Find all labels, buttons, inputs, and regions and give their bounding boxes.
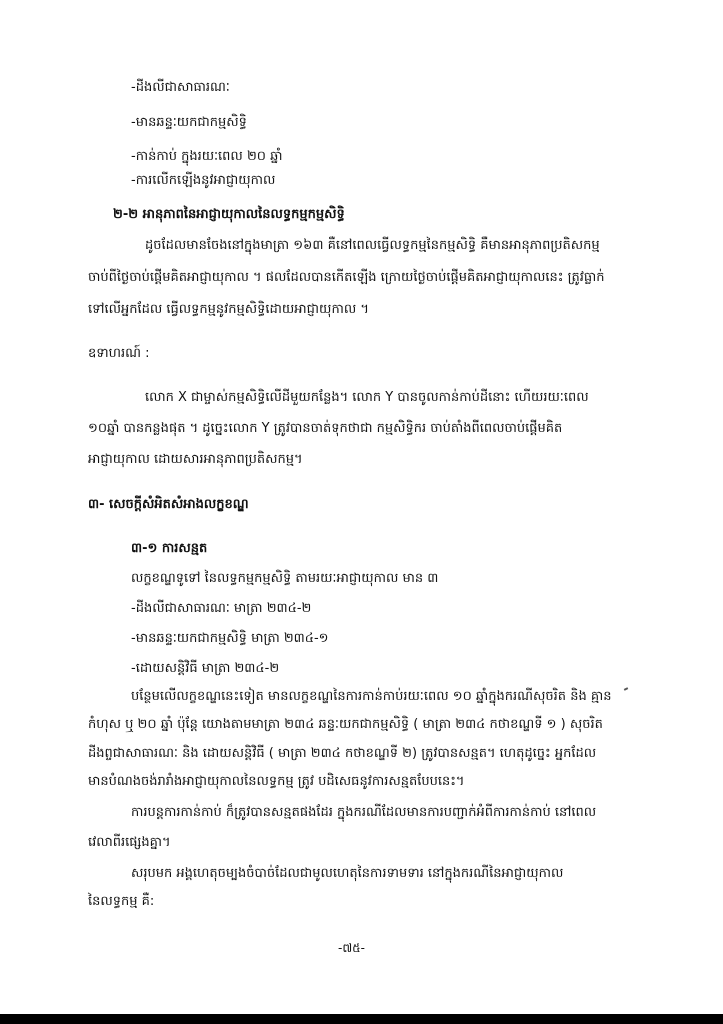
list-item: -ដីងលីជាសាធារណៈ មាត្រា ២៣៤-២ — [131, 601, 312, 616]
paragraph-line: ដីងព្ចជាសាធារណៈ និង ដោយសន្តិវិធី ( មាត្រា ២៣៤ កថាខណ្ឌទី ២) ត្រូវបានសន្មត។ ហេតុដូច្នេះ អ្នកដែល — [88, 746, 597, 761]
paragraph-line: នៃលទ្ធកម្ម គឺ: — [88, 894, 155, 909]
paragraph-line: បន្ថែមលើលក្ខខណ្ឌនេះទៀត មានលក្ខខណ្ឌនៃការកាន់កាប់រយៈពេល ១០ ឆ្នាំក្នុងករណីសុចរិត និង គ្មាន — [131, 689, 612, 704]
page-number: -៧៥- — [338, 941, 365, 955]
paragraph-line: វេលាពីរផ្សេងគ្នា។ — [88, 835, 171, 850]
list-item: -ដោយសន្តិវិធី មាត្រា ២៣៤-២ — [131, 661, 280, 676]
list-item: -ការលើកឡើងនូវអាជ្ញាយុកាល — [131, 173, 276, 188]
paragraph-line: អាជ្ញាយុកាល ដោយសារអានុភាពប្រតិសកម្ម។ — [88, 452, 303, 467]
list-item: -កាន់កាប់ ក្នុងរយៈពេល ២០ ឆ្នាំ — [131, 149, 283, 164]
paragraph-line: ទៅលើអ្នកដែល ធ្វើលទ្ធកម្មនូវកម្មសិទ្ធិដោយអាជ្ញាយុកាល ។ — [88, 302, 369, 317]
paragraph-line: មានបំណងចង់រារាំងអាជ្ញាយុកាលនៃលទ្ធកម្ម ត្រូវ បដិសេធនូវការសន្មតបែបនេះ។ — [88, 774, 465, 789]
list-item: -ដីងលីជាសាធារណៈ — [131, 80, 230, 95]
scan-speck — [624, 687, 628, 691]
list-item: -មានឆន្ទៈយកជាកម្មសិទ្ធិ មាត្រា ២៣៤-១ — [131, 631, 329, 646]
example-label: ឧទាហរណ៍ : — [88, 346, 150, 361]
paragraph-line: កំហុស ឬ ២០ ឆ្នាំ ប៉ុន្តែ យោងតាមមាត្រា ២៣៤ ឆន្ទៈយកជាកម្មសិទ្ធិ ( មាត្រា ២៣៤ កថាខណ្ឌទី ១ ) សុចរិត — [88, 717, 603, 732]
paragraph-line: លក្ខខណ្ឌទូទៅ នៃលទ្ធកម្មកម្មសិទ្ធិ តាមរយៈអាជ្ញាយុកាល មាន ៣ — [131, 571, 439, 586]
scan-bottom-edge — [0, 1014, 723, 1024]
paragraph-line: ១០ឆ្នាំ បានកន្លងផុត ។ ដូច្នេះលោក Y ត្រូវបានចាត់ទុកថាជា កម្មសិទ្ធិករ ចាប់តាំងពីពេលចាប់ផ្តើមគិត — [88, 421, 563, 436]
sub-heading: ៣-១ ការសន្មត — [131, 541, 208, 556]
paragraph-line: សរុបមក អង្គហេតុចម្បងចំបាច់ដែលជាមូលហេតុនៃការទាមទារ នៅក្នុងករណីនៃអាជ្ញាយុកាល — [131, 866, 564, 881]
paragraph-line: ចាប់ពីថ្ងៃចាប់ផ្តើមគិតអាជ្ញាយុកាល ។ ផលដែលបានកើតឡើង ក្រោយថ្ងៃចាប់ផ្តើមគិតអាជ្ញាយុកាលនេះ ត្រូវធ្លាក់ — [88, 270, 605, 285]
list-item: -មានឆន្ទៈយកជាកម្មសិទ្ធិ — [131, 115, 247, 130]
section-heading: ៣- សេចក្តីសំអិតសំអាងលក្ខខណ្ឌ — [88, 497, 249, 512]
paragraph-line: ការបន្តការកាន់កាប់ ក៏ត្រូវបានសន្មតផងដែរ ក្នុងករណីដែលមានការបញ្ជាក់អំពីការកាន់កាប់ នៅពេល — [131, 805, 597, 820]
paragraph-line: លោក X ជាម្ចាស់កម្មសិទ្ធិលើដីមួយកន្លែង។ លោក Y បានចូលកាន់កាប់ដីនោះ ហើយរយៈពេល — [145, 390, 589, 405]
section-heading: ២-២ អានុភាពនៃអាជ្ញាយុកាលនៃលទ្ធកម្មកម្មសិទ្ធិ — [113, 207, 345, 222]
paragraph-line: ដូចដែលមានចែងនៅក្នុងមាត្រា ១៦៣ គឺនៅពេលធ្វើលទ្ធកម្មនៃកម្មសិទ្ធិ គឺមានអានុភាពប្រតិសកម្ម — [145, 238, 600, 253]
